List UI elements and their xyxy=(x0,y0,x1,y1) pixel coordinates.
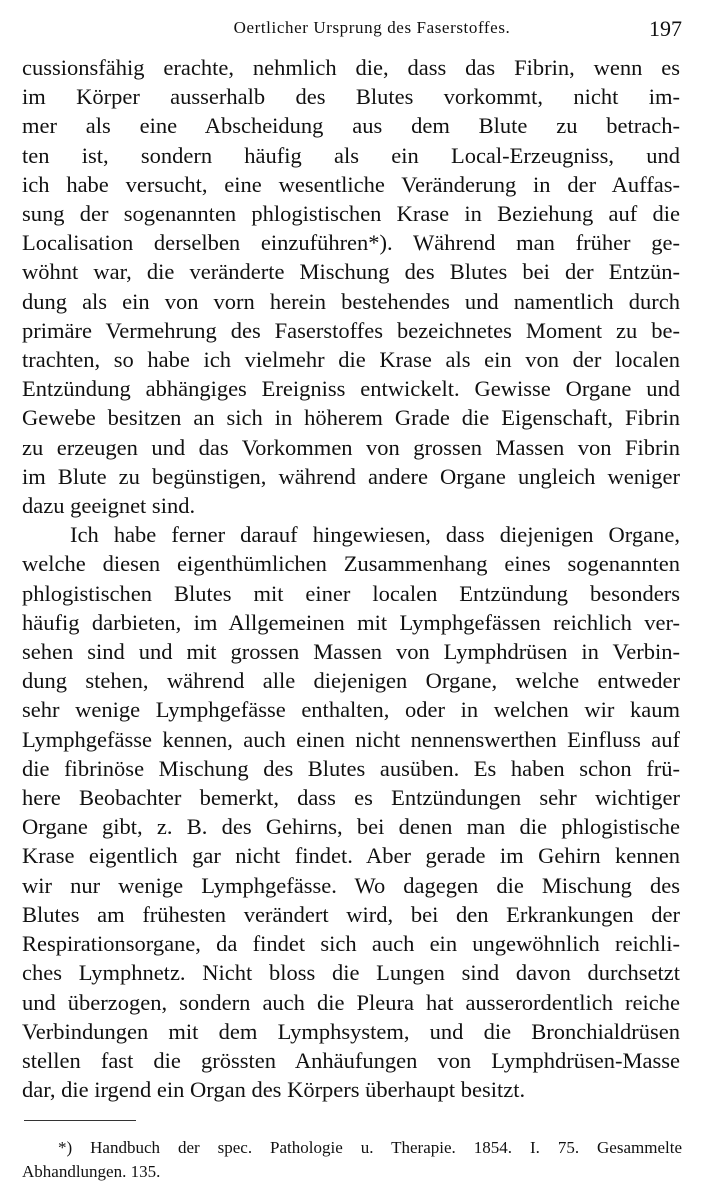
paragraph-start-line: Ich habe ferner darauf hingewiesen, dass diejenigen Organe, xyxy=(70,522,680,548)
text-line: Verbindungen mit dem Lymphsystem, und die Bronchialdrüsen xyxy=(22,1018,680,1044)
text-line: stellen fast die grössten Anhäufungen von Lymphdrüsen-Masse xyxy=(22,1047,680,1073)
text-line: primäre Vermehrung des Faserstoffes bezeichnetes Moment zu be- xyxy=(22,317,680,343)
text-line: ten ist, sondern häufig als ein Local-Erzeugniss, und xyxy=(22,142,680,168)
text-line: Entzündung abhängiges Ereigniss entwickelt. Gewisse Organe und xyxy=(22,376,680,402)
text-line: dung als ein von vorn herein bestehendes und namentlich durch xyxy=(22,288,680,314)
text-line: im Blute zu begünstigen, während andere Organe ungleich weniger xyxy=(22,463,680,489)
text-line: im Körper ausserhalb des Blutes vorkommt, nicht im- xyxy=(22,84,680,110)
text-line: sehr wenige Lymphgefässe enthalten, oder in welchen wir kaum xyxy=(22,697,680,723)
text-line: Lymphgefässe kennen, auch einen nicht nennenswerthen Einfluss auf xyxy=(22,726,680,752)
text-line: Krase eigentlich gar nicht findet. Aber gerade im Gehirn kennen xyxy=(22,843,680,869)
text-line: und überzogen, sondern auch die Pleura hat ausserordentlich reiche xyxy=(22,989,680,1015)
text-line: die fibrinöse Mischung des Blutes ausüben. Es haben schon frü- xyxy=(22,755,680,781)
paragraph-end-line: dazu geeignet sind. xyxy=(22,493,196,519)
text-line: Blutes am frühesten verändert wird, bei den Erkrankungen der xyxy=(22,901,680,927)
running-title: Oertlicher Ursprung des Faserstoffes. xyxy=(233,18,511,37)
text-line: phlogistischen Blutes mit einer localen Entzündung besonders xyxy=(22,580,680,606)
text-line: mer als eine Abscheidung aus dem Blute zu betrach- xyxy=(22,113,680,139)
text-line: here Beobachter bemerkt, dass es Entzündungen sehr wichtiger xyxy=(22,785,680,811)
text-line: sung der sogenannten phlogistischen Krase in Beziehung auf die xyxy=(22,201,680,227)
text-line: welche diesen eigenthümlichen Zusammenhang eines sogenannten xyxy=(22,551,680,577)
text-line: cussionsfähig erachte, nehmlich die, dass das Fibrin, wenn es xyxy=(22,55,680,80)
text-line: Respirationsorgane, da findet sich auch ein ungewöhnlich reichli- xyxy=(22,931,680,957)
text-line: Organe gibt, z. B. des Gehirns, bei denen man die phlogistische xyxy=(22,814,680,840)
footnote-line: Abhandlungen. 135. xyxy=(22,1162,161,1181)
footnote-line: *) Handbuch der spec. Pathologie u. Therapie. 1854. I. 75. Gesammelte xyxy=(58,1138,682,1157)
text-line: ches Lymphnetz. Nicht bloss die Lungen sind davon durchsetzt xyxy=(22,960,680,986)
text-line: wir nur wenige Lymphgefässe. Wo dagegen die Mischung des xyxy=(22,872,680,898)
text-line: Localisation derselben einzuführen*). Während man früher ge- xyxy=(22,230,680,256)
page-number: 197 xyxy=(649,16,682,41)
text-line: Gewebe besitzen an sich in höherem Grade die Eigenschaft, Fibrin xyxy=(22,405,680,431)
text-line: sehen sind und mit grossen Massen von Lymphdrüsen in Verbin- xyxy=(22,639,680,665)
footnote-divider xyxy=(24,1120,136,1121)
text-line: wöhnt war, die veränderte Mischung des Blutes bei der Entzün- xyxy=(22,259,680,285)
text-line: ich habe versucht, eine wesentliche Veränderung in der Auffas- xyxy=(22,171,680,197)
footnote xyxy=(22,1136,682,1184)
body-text xyxy=(22,53,680,1104)
text-line: dung stehen, während alle diejenigen Organe, welche entweder xyxy=(22,668,680,694)
paragraph-end-line: dar, die irgend ein Organ des Körpers überhaupt besitzt. xyxy=(22,1077,526,1103)
page-header xyxy=(22,14,682,44)
text-line: trachten, so habe ich vielmehr die Krase als ein von der localen xyxy=(22,347,680,373)
text-line: zu erzeugen und das Vorkommen von grossen Massen von Fibrin xyxy=(22,434,680,460)
text-line: häufig darbieten, im Allgemeinen mit Lymphgefässen reichlich ver- xyxy=(22,609,680,635)
